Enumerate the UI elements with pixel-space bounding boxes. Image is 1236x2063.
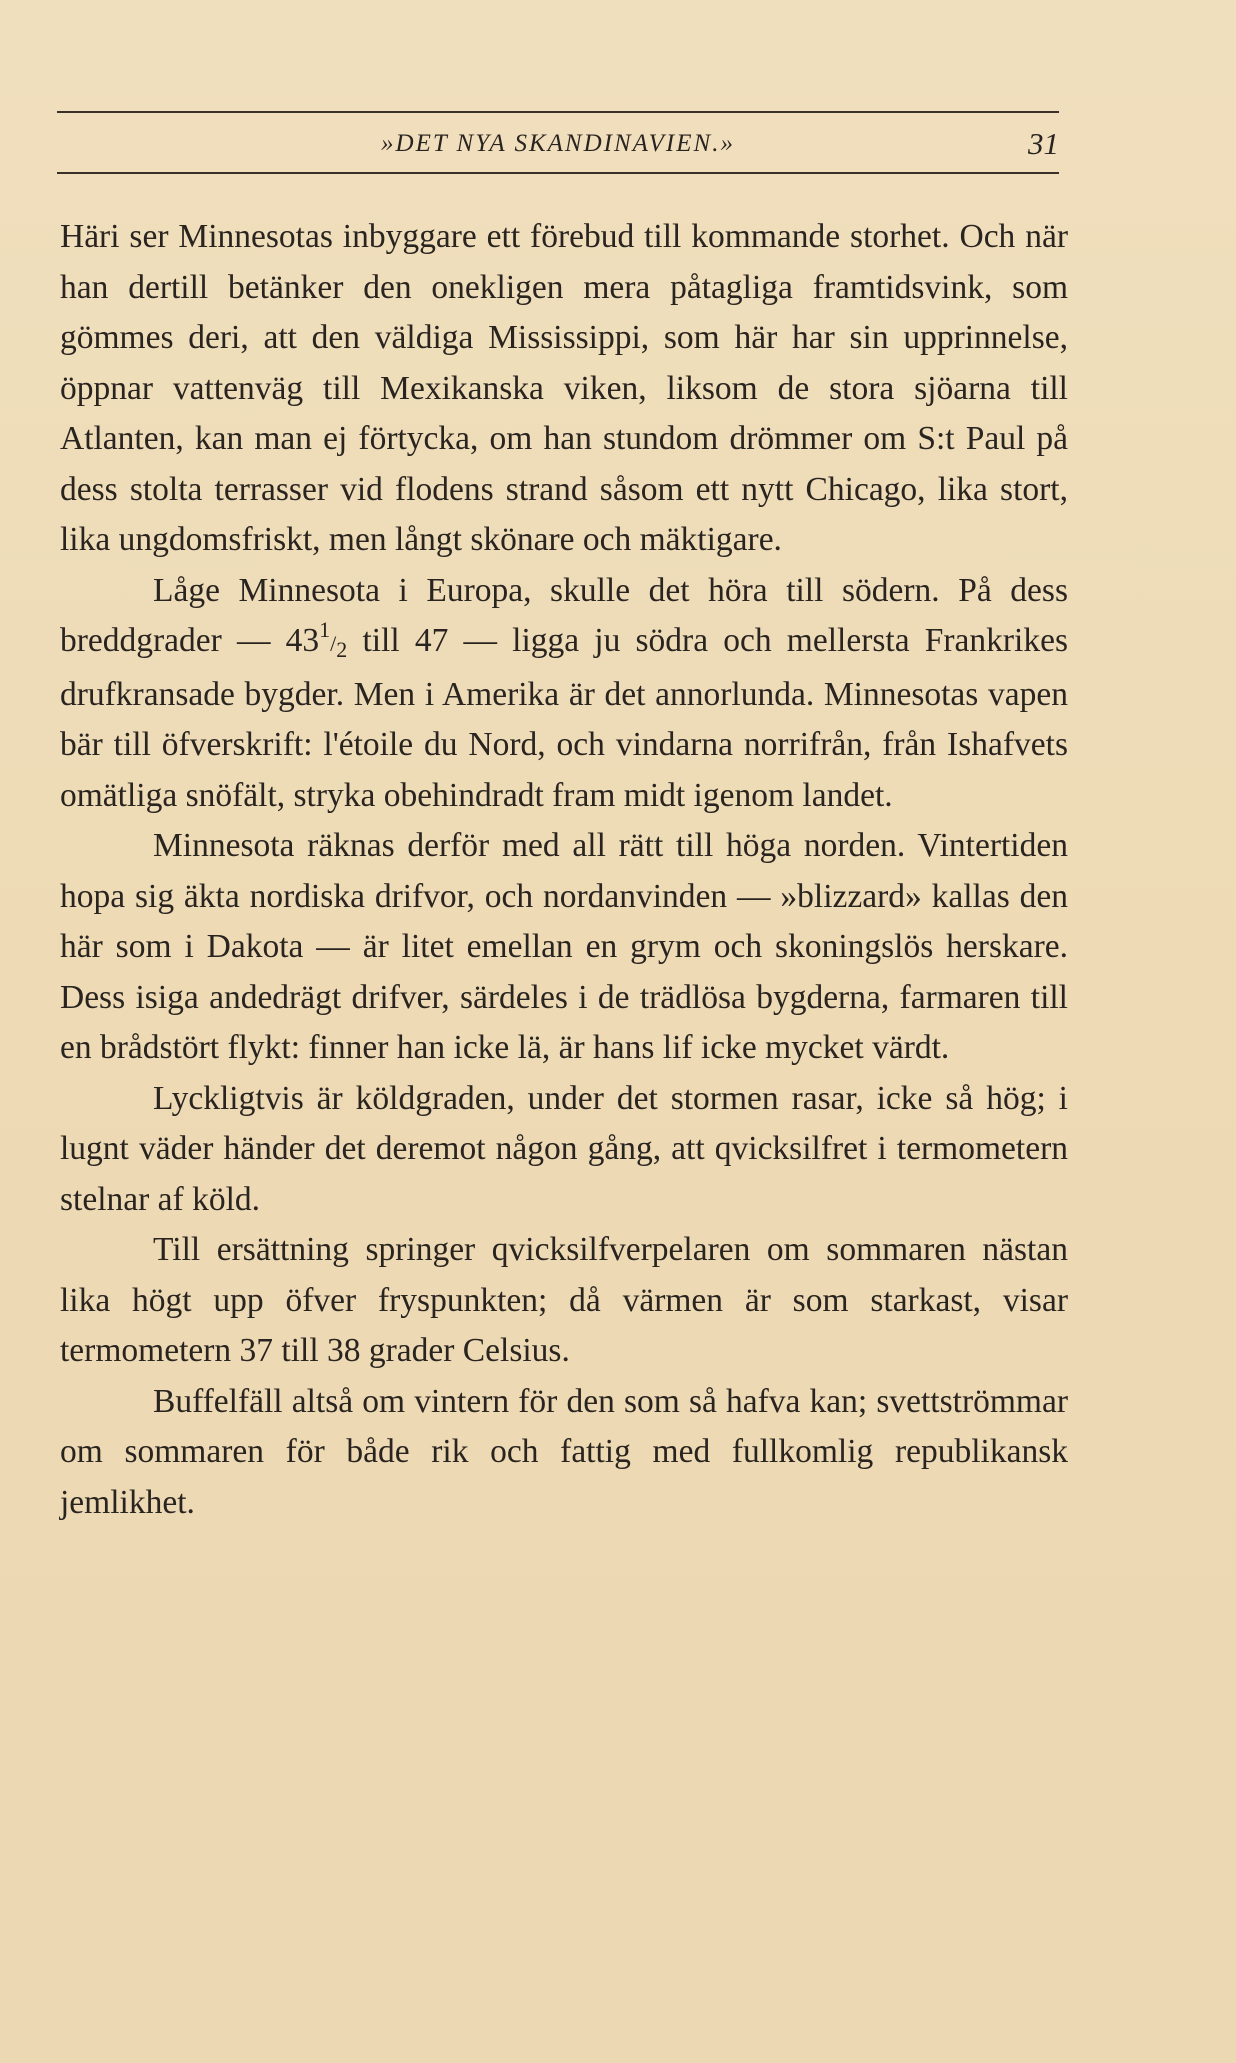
header-bottom-rule <box>57 172 1059 174</box>
paragraph: Till ersättning springer qvicksilfverpelaren om sommaren nästan lika högt upp öfver fryspunkten; då värmen är som starkast, visar termometern 37 till 38 grader Celsius. <box>60 1231 1068 1369</box>
fraction-denominator: 2 <box>336 637 348 662</box>
paragraph-text: Låge Minnesota i Europa, skulle det höra till södern. På dess breddgrader — 43 <box>60 571 1068 659</box>
body-text <box>60 212 1068 1528</box>
page-number: 31 <box>1028 126 1059 161</box>
paragraph: Minnesota räknas derför med all rätt till höga norden. Vintertiden hopa sig äkta nordiska drifvor, och nordanvinden — »blizzard» kallas den här som i Dakota — är litet emellan en grym och skoningslös herskare. Dess isiga andedrägt drifver, särdeles i de trädlösa bygderna, farmaren till en brådstört flykt: finner han icke lä, är hans lif icke mycket värdt. <box>60 827 1068 1066</box>
paragraph: Lyckligtvis är köldgraden, under det stormen rasar, icke så hög; i lugnt väder händer det deremot någon gång, att qvicksilfret i termometern stelnar af köld. <box>60 1079 1068 1218</box>
fraction: 1/2 <box>319 617 348 662</box>
paragraph <box>60 566 1068 822</box>
paragraph-text: till 47 — ligga ju södra och mellersta Frankrikes drufkransade bygder. Men i Amerika är det annorlunda. Minnesotas vapen bär till öfverskrift: l'étoile du Nord, och vindarna norrifrån, från Ishafvets omätliga snöfält, stryka obehindradt fram midt igenom landet. <box>60 622 1068 814</box>
running-head <box>57 124 1059 164</box>
paragraph: Häri ser Minnesotas inbyggare ett förebud till kommande storhet. Och när han dertill betänker den onekligen mera påtagliga framtidsvink, som gömmes deri, att den väldiga Mississippi, som här har sin upprinnelse, öppnar vattenväg till Mexikanska viken, liksom de stora sjöarna till Atlanten, kan man ej förtycka, om han stundom drömmer om S:t Paul på dess stolta terrasser vid flodens strand såsom ett nytt Chicago, lika stort, lika ungdomsfriskt, men långt skönare och mäktigare. <box>60 218 1068 558</box>
running-title: »DET NYA SKANDINAVIEN.» <box>381 130 735 157</box>
header-top-rule <box>57 111 1059 113</box>
paragraph: Buffelfäll altså om vintern för den som så hafva kan; svettströmmar om sommaren för både rik och fattig med fullkomlig republikansk jemlikhet. <box>60 1382 1068 1521</box>
fraction-numerator: 1 <box>319 617 331 642</box>
